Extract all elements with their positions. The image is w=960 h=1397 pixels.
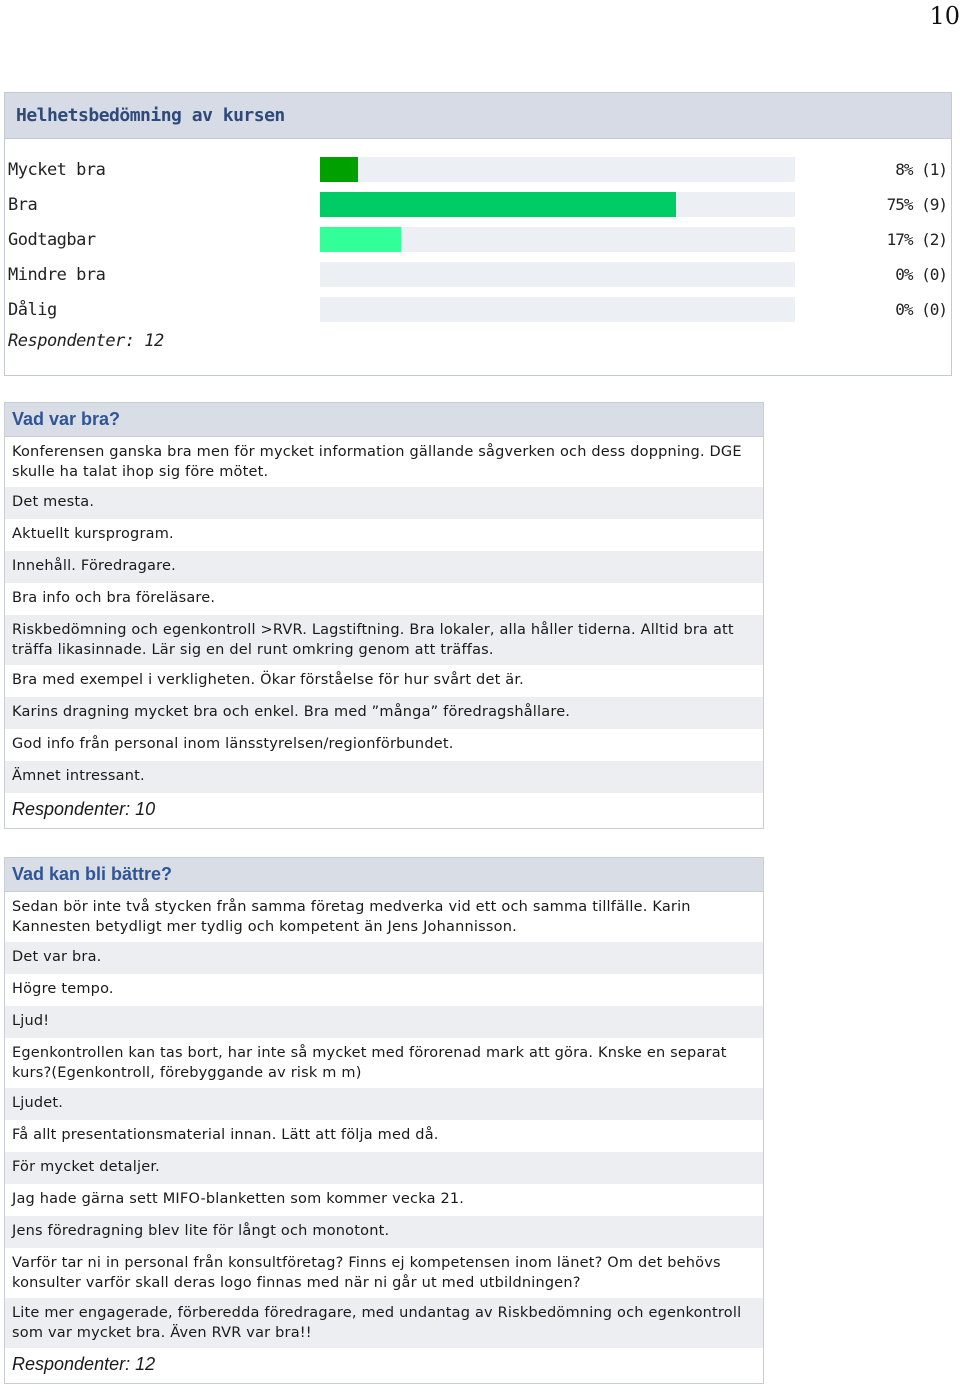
overall-respondents: Respondenter: 12	[8, 331, 164, 351]
rating-bar-track	[320, 227, 795, 252]
comment-item: Jag hade gärna sett MIFO-blanketten som kommer vecka 21.	[12, 1191, 465, 1207]
rating-label: Mycket bra	[8, 160, 106, 180]
rating-label: Bra	[8, 195, 38, 215]
rating-bar-fill	[320, 192, 676, 217]
good-comments-list	[5, 437, 763, 793]
rating-row-dalig	[5, 297, 951, 323]
rating-percent: 0% (0)	[895, 265, 947, 284]
comment-item: Det mesta.	[5, 487, 763, 519]
improvement-comments-title: Vad kan bli bättre?	[12, 864, 173, 884]
improvement-comments-header	[5, 858, 763, 892]
rating-percent: 75% (9)	[886, 195, 947, 214]
rating-bar-track	[320, 297, 795, 322]
rating-label: Godtagbar	[8, 230, 96, 250]
comment-item: Ämnet intressant.	[5, 761, 763, 793]
improvement-respondents: Respondenter: 12	[12, 1354, 156, 1374]
comment-item: Det var bra.	[5, 942, 763, 974]
comment-item: Varför tar ni in personal från konsultföretag? Finns ej kompetensen inom länet? Om det behövs konsulter varför skall deras logo finnas med när ni går ut med utbildningen?	[12, 1255, 721, 1291]
comment-item: God info från personal inom länsstyrelsen/regionförbundet.	[12, 736, 454, 752]
rating-row-godtagbar	[5, 227, 951, 253]
rating-bar-track	[320, 192, 795, 217]
rating-label: Mindre bra	[8, 265, 106, 285]
rating-bar-fill	[320, 227, 401, 252]
good-comments-header	[5, 403, 763, 437]
comment-item: Ljud!	[5, 1006, 763, 1038]
rating-row-mindre-bra	[5, 262, 951, 288]
rating-percent: 8% (1)	[895, 160, 947, 179]
improvement-comments-section	[4, 857, 764, 1384]
good-comments-title: Vad var bra?	[12, 409, 121, 429]
comment-item: Jens föredragning blev lite för långt och monotont.	[5, 1216, 763, 1248]
good-comments-section	[4, 402, 764, 829]
rating-row-bra	[5, 192, 951, 218]
rating-bar-track	[320, 262, 795, 287]
rating-percent: 0% (0)	[895, 300, 947, 319]
rating-bar-fill	[320, 157, 358, 182]
overall-rating-header	[5, 93, 951, 139]
rating-label: Dålig	[8, 300, 57, 320]
comment-item: Egenkontrollen kan tas bort, har inte så mycket med förorenad mark att göra. Knske en separat kurs?(Egenkontroll, förebyggande av risk m m)	[12, 1045, 727, 1081]
comment-item: Bra med exempel i verkligheten. Ökar förståelse för hur svårt det är.	[12, 672, 524, 688]
comment-item: Sedan bör inte två stycken från samma företag medverka vid ett och samma tillfälle. Karin Kannesten betydligt mer tydlig och kompetent än Jens Johannisson.	[12, 899, 691, 935]
rating-bar-track	[320, 157, 795, 182]
comment-item: Konferensen ganska bra men för mycket information gällande sågverken och dess doppning. DGE skulle ha talat ihop sig före mötet.	[12, 444, 742, 480]
comment-item: Bra info och bra föreläsare.	[12, 590, 216, 606]
comment-item: Ljudet.	[5, 1088, 763, 1120]
comment-item: Lite mer engagerade, förberedda föredragare, med undantag av Riskbedömning och egenkontroll som var mycket bra. Även RVR var bra!!	[5, 1298, 763, 1348]
comment-item: För mycket detaljer.	[5, 1152, 763, 1184]
page-number: 10	[929, 2, 960, 30]
comment-item: Riskbedömning och egenkontroll >RVR. Lagstiftning. Bra lokaler, alla håller tiderna. Alltid bra att träffa likasinnade. Lär sig en del runt omkring genom att träffas.	[5, 615, 763, 665]
improvement-comments-list	[5, 892, 763, 1348]
comment-item: Karins dragning mycket bra och enkel. Bra med ”många” föredragshållare.	[5, 697, 763, 729]
comment-item: Aktuellt kursprogram.	[12, 526, 174, 542]
comment-item: Högre tempo.	[12, 981, 114, 997]
rating-row-mycket-bra	[5, 157, 951, 183]
good-respondents: Respondenter: 10	[12, 799, 156, 819]
overall-rating-panel	[4, 92, 952, 376]
overall-rating-title: Helhetsbedömning av kursen	[16, 105, 285, 126]
rating-percent: 17% (2)	[886, 230, 947, 249]
comment-item: Få allt presentationsmaterial innan. Lätt att följa med då.	[12, 1127, 439, 1143]
comment-item: Innehåll. Föredragare.	[5, 551, 763, 583]
